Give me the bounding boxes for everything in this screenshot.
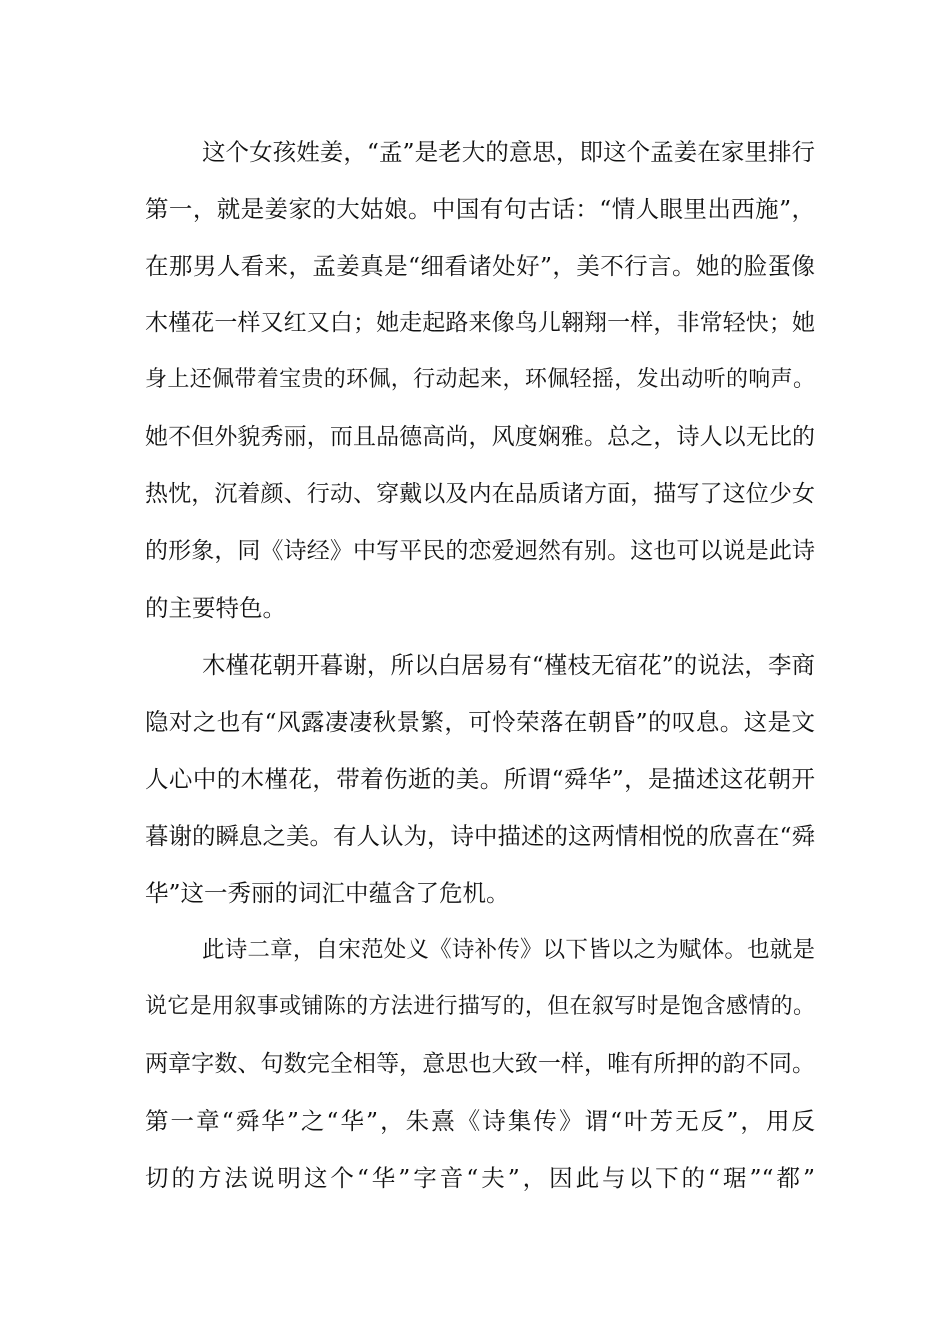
paragraph-3-line-5: 切的方法说明这个“华”字音“夫”，因此与以下的“琚”“都” — [145, 1164, 815, 1192]
paragraph-1-line-4: 木槿花一样又红又白；她走起路来像鸟儿翱翔一样，非常轻快；她 — [145, 310, 815, 336]
paragraph-2-line-1: 木槿花朝开暮谢，所以白居易有“槿枝无宿花”的说法，李商 — [202, 651, 815, 679]
paragraph-1-line-7: 热忱，沉着颜、行动、穿戴以及内在品质诸方面，描写了这位少女 — [145, 481, 815, 507]
paragraph-1-line-9: 的主要特色。 — [145, 594, 286, 622]
paragraph-1-line-5: 身上还佩带着宝贵的环佩，行动起来，环佩轻摇，发出动听的响声。 — [145, 367, 815, 392]
paragraph-2-line-4: 暮谢的瞬息之美。有人认为，诗中描述的这两情相悦的欣喜在“舜 — [145, 822, 816, 850]
paragraph-2-line-5: 华”这一秀丽的词汇中蕴含了危机。 — [145, 879, 510, 907]
paragraph-1-line-6: 她不但外貌秀丽，而且品德高尚，风度娴雅。总之，诗人以无比的 — [145, 424, 815, 450]
paragraph-3-line-4: 第一章“舜华”之“华”，朱熹《诗集传》谓“叶芳无反”，用反 — [145, 1107, 815, 1135]
paragraph-1-line-3: 在那男人看来，孟姜真是“细看诸处好”，美不行言。她的脸蛋像 — [145, 252, 815, 280]
paragraph-1-line-2: 第一，就是姜家的大姑娘。中国有句古话：“情人眼里出西施”， — [145, 195, 815, 223]
paragraph-3-line-3: 两章字数、句数完全相等，意思也大致一样，唯有所押的韵不同。 — [145, 1051, 815, 1077]
paragraph-3-line-2: 说它是用叙事或铺陈的方法进行描写的，但在叙写时是饱含感情的。 — [145, 994, 815, 1019]
paragraph-1-line-1: 这个女孩姓姜，“孟”是老大的意思，即这个孟姜在家里排行 — [202, 138, 815, 166]
paragraph-3-line-1: 此诗二章，自宋范处义《诗补传》以下皆以之为赋体。也就是 — [202, 937, 815, 963]
paragraph-2-line-2: 隐对之也有“风露凄凄秋景繁，可怜荣落在朝昏”的叹息。这是文 — [145, 708, 815, 736]
paragraph-2-line-3: 人心中的木槿花，带着伤逝的美。所谓“舜华”，是描述这花朝开 — [145, 765, 815, 793]
paragraph-1-line-8: 的形象，同《诗经》中写平民的恋爱迥然有别。这也可以说是此诗 — [145, 538, 815, 564]
